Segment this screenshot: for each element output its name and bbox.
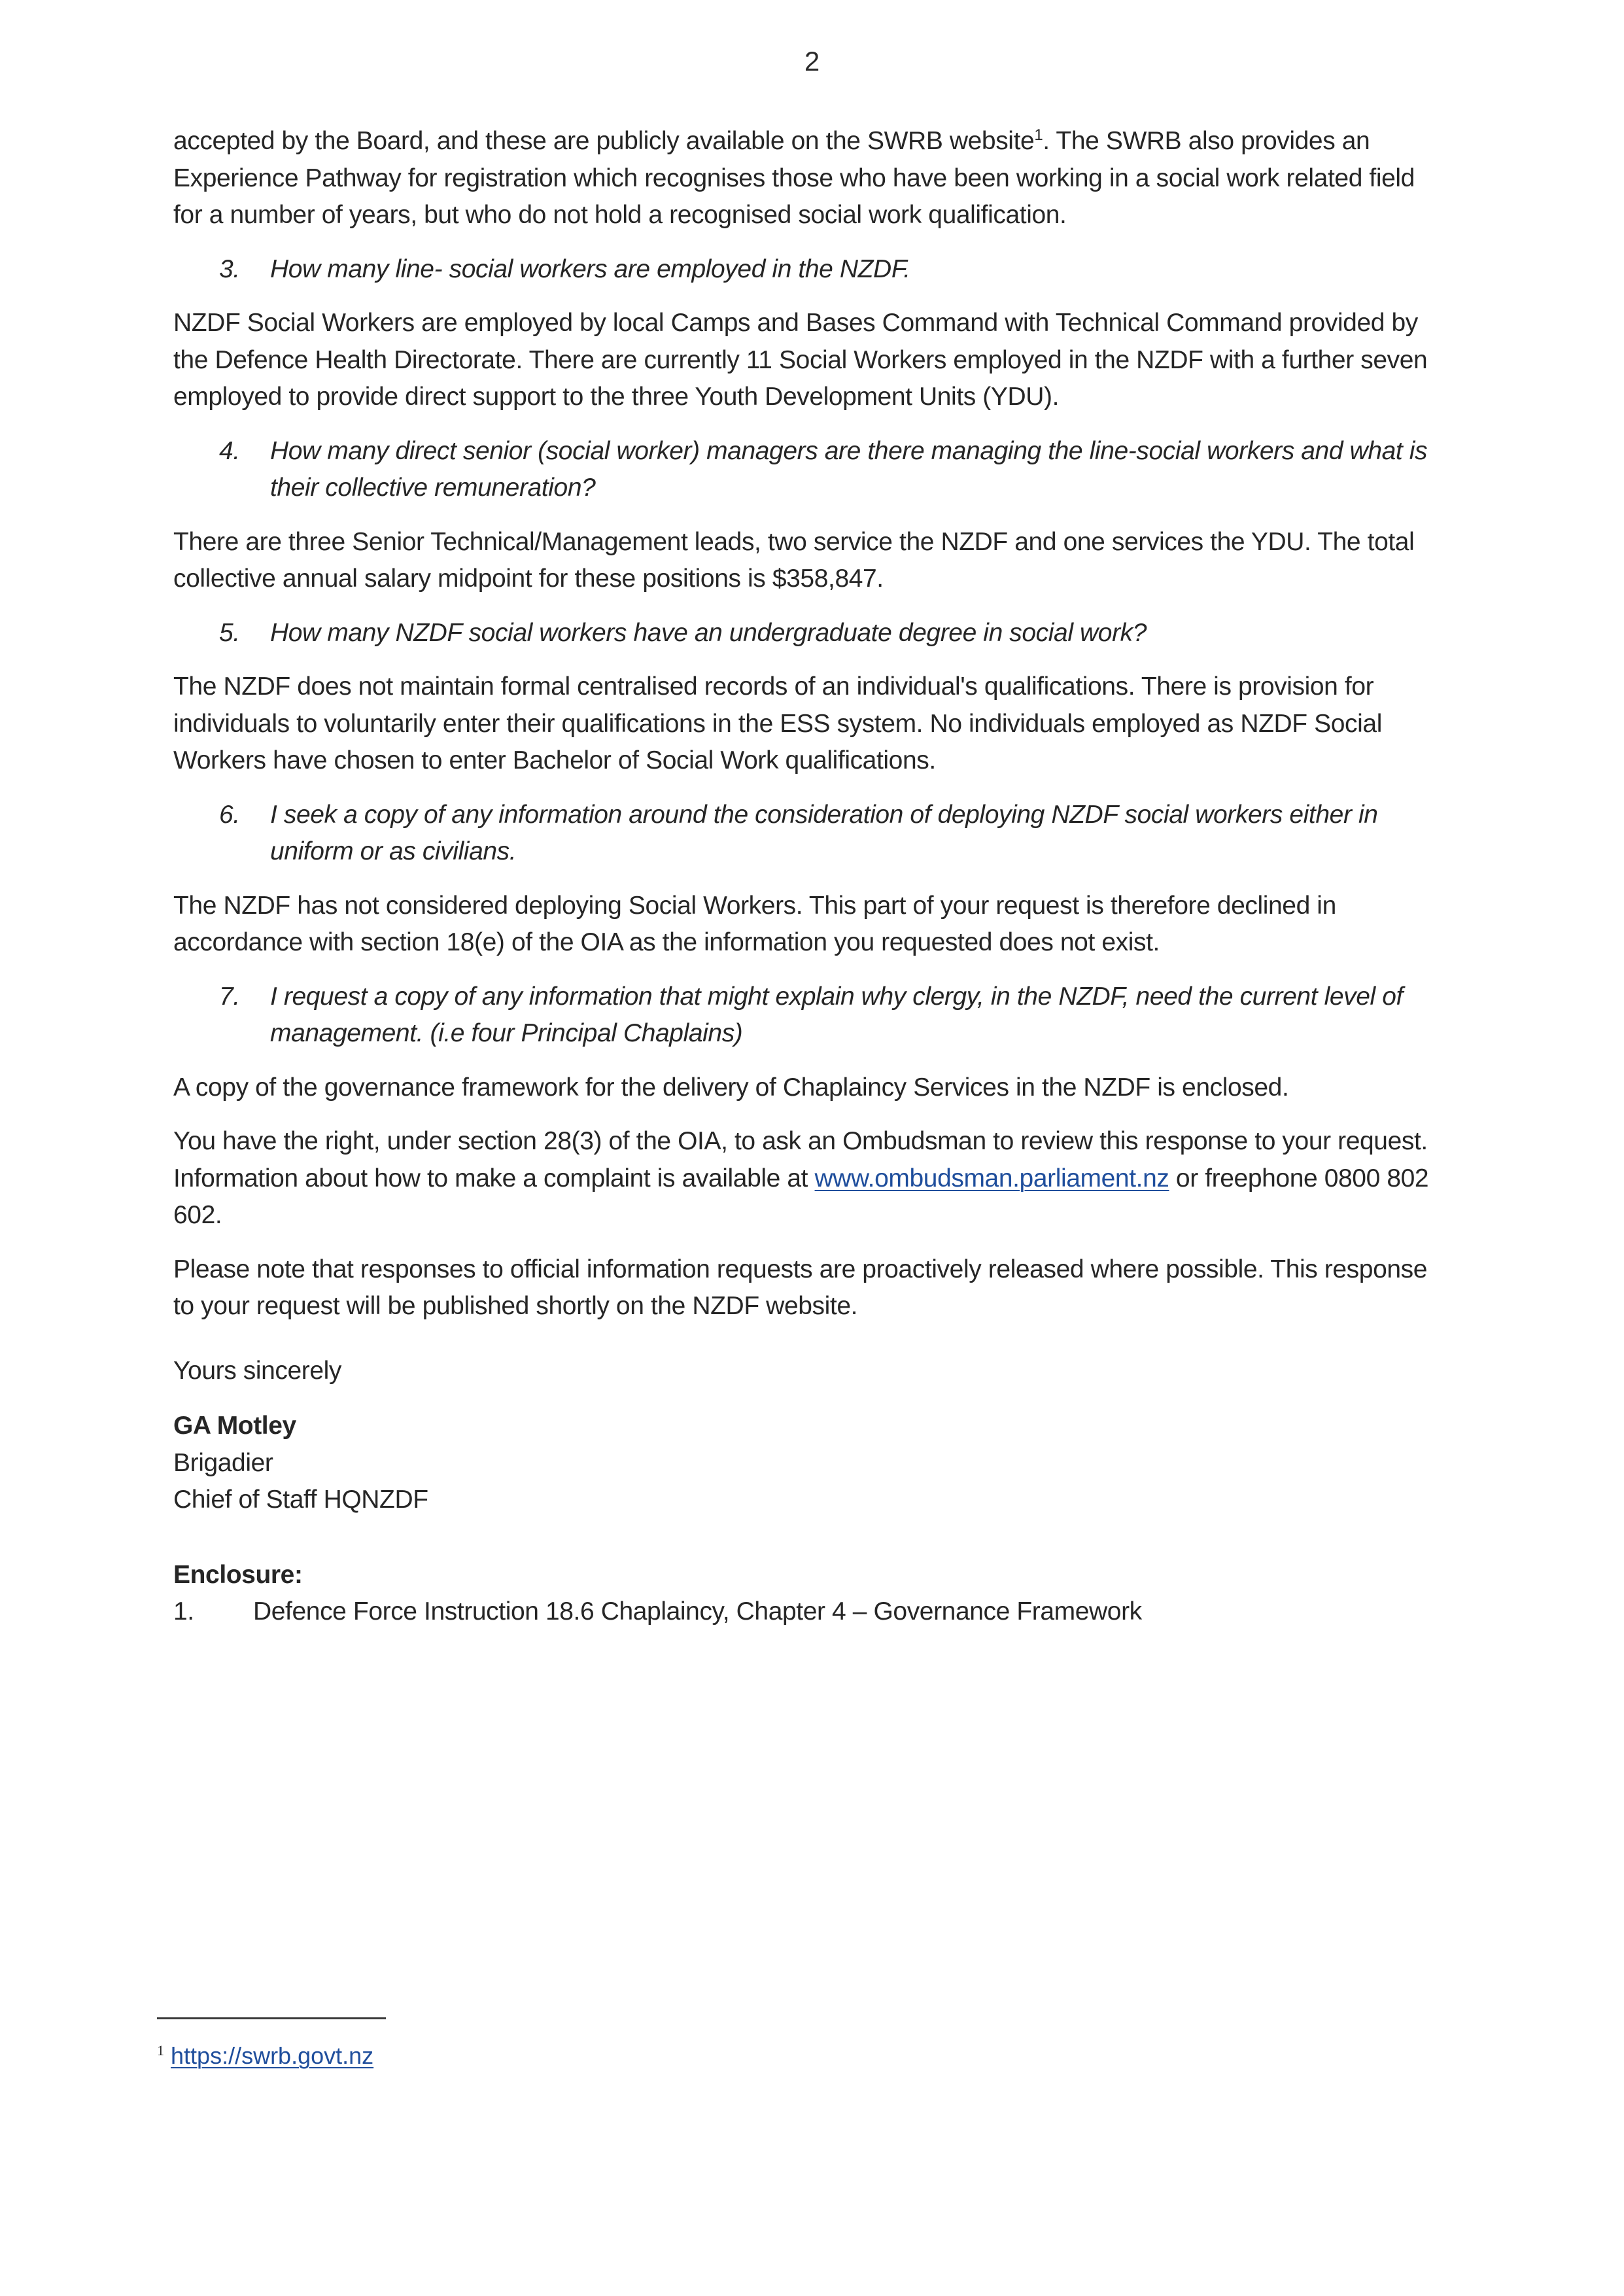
intro-text-after-ref: . The SWRB also provides an Experience Pathway for registration which recognises those who have been working in a social work related field for a number of years, but who do not hold a recognised social work qualification. <box>173 127 1415 229</box>
question-text: How many line- social workers are employed in the NZDF. <box>270 254 910 283</box>
freephone-text: or freephone 0800 802 602. <box>173 1164 1429 1229</box>
publication-notice: Please note that responses to official information requests are proactively released where possible. This response to your request will be published shortly on the NZDF website. <box>173 1255 1428 1320</box>
question-text: I request a copy of any information that might explain why clergy, in the NZDF, need the current level of management. (i.e four Principal Chaplains) <box>270 982 1403 1047</box>
answer-7: A copy of the governance framework for the delivery of Chaplaincy Services in the NZDF is enclosed. <box>173 1073 1289 1102</box>
ombudsman-text: You have the right, under section 28(3) of the OIA, to ask an Ombudsman to review this response to your request. Information about how to make a complaint is available at <box>173 1127 1428 1192</box>
question-5 <box>173 615 1449 652</box>
enclosure-number: 1. <box>173 1597 194 1626</box>
enclosure-text: Defence Force Instruction 18.6 Chaplaincy, Chapter 4 – Governance Framework <box>253 1597 1142 1626</box>
intro-paragraph <box>173 123 1449 234</box>
footnote-marker: 1 <box>157 2042 164 2059</box>
question-7 <box>173 979 1449 1052</box>
signatory-position: Chief of Staff HQNZDF <box>173 1486 428 1514</box>
footnote-reference[interactable]: 1 <box>1034 126 1043 144</box>
signature-block <box>173 1353 1449 1519</box>
answer-5: The NZDF does not maintain formal centralised records of an individual's qualifications. There is provision for individuals to voluntarily enter their qualifications in the ESS system. No individuals employed as NZDF Social Workers have chosen to enter Bachelor of Social Work qualifications. <box>173 672 1382 774</box>
footnote-separator <box>157 2017 386 2019</box>
footnote-1 <box>157 2040 373 2072</box>
question-3 <box>173 251 1449 288</box>
letter-body <box>173 123 1449 1631</box>
page-number: 2 <box>804 46 820 77</box>
question-number: 6. <box>219 800 240 829</box>
swrb-link[interactable]: https://swrb.govt.nz <box>171 2042 374 2069</box>
answer-6: The NZDF has not considered deploying Social Workers. This part of your request is therefore declined in accordance with section 18(e) of the OIA as the information you requested does not exist. <box>173 891 1336 956</box>
ombudsman-paragraph <box>173 1123 1449 1234</box>
question-number: 4. <box>219 436 240 465</box>
question-4 <box>173 433 1449 507</box>
question-text: I seek a copy of any information around the consideration of deploying NZDF social workers either in uniform or as civilians. <box>270 800 1378 865</box>
enclosure-item <box>173 1593 1449 1631</box>
answer-3: NZDF Social Workers are employed by local Camps and Bases Command with Technical Command provided by the Defence Health Directorate. There are currently 11 Social Workers employed in the NZDF with a further seven employed to provide direct support to the three Youth Development Units (YDU). <box>173 309 1428 411</box>
enclosure-section <box>173 1557 1449 1631</box>
signatory-name: GA Motley <box>173 1412 296 1440</box>
question-6 <box>173 797 1449 871</box>
question-number: 3. <box>219 254 240 283</box>
question-text: How many NZDF social workers have an undergraduate degree in social work? <box>270 618 1147 647</box>
answer-4: There are three Senior Technical/Management leads, two service the NZDF and one services the YDU. The total collective annual salary midpoint for these positions is $358,847. <box>173 527 1415 593</box>
closing: Yours sincerely <box>173 1356 342 1385</box>
ombudsman-link[interactable]: www.ombudsman.parliament.nz <box>814 1164 1169 1192</box>
question-text: How many direct senior (social worker) managers are there managing the line-social workers and what is their collective remuneration? <box>270 436 1428 502</box>
signatory-rank: Brigadier <box>173 1448 273 1477</box>
question-number: 5. <box>219 618 240 647</box>
enclosure-title: Enclosure: <box>173 1560 303 1589</box>
question-number: 7. <box>219 982 240 1011</box>
intro-text-before-ref: accepted by the Board, and these are publicly available on the SWRB website <box>173 127 1035 155</box>
